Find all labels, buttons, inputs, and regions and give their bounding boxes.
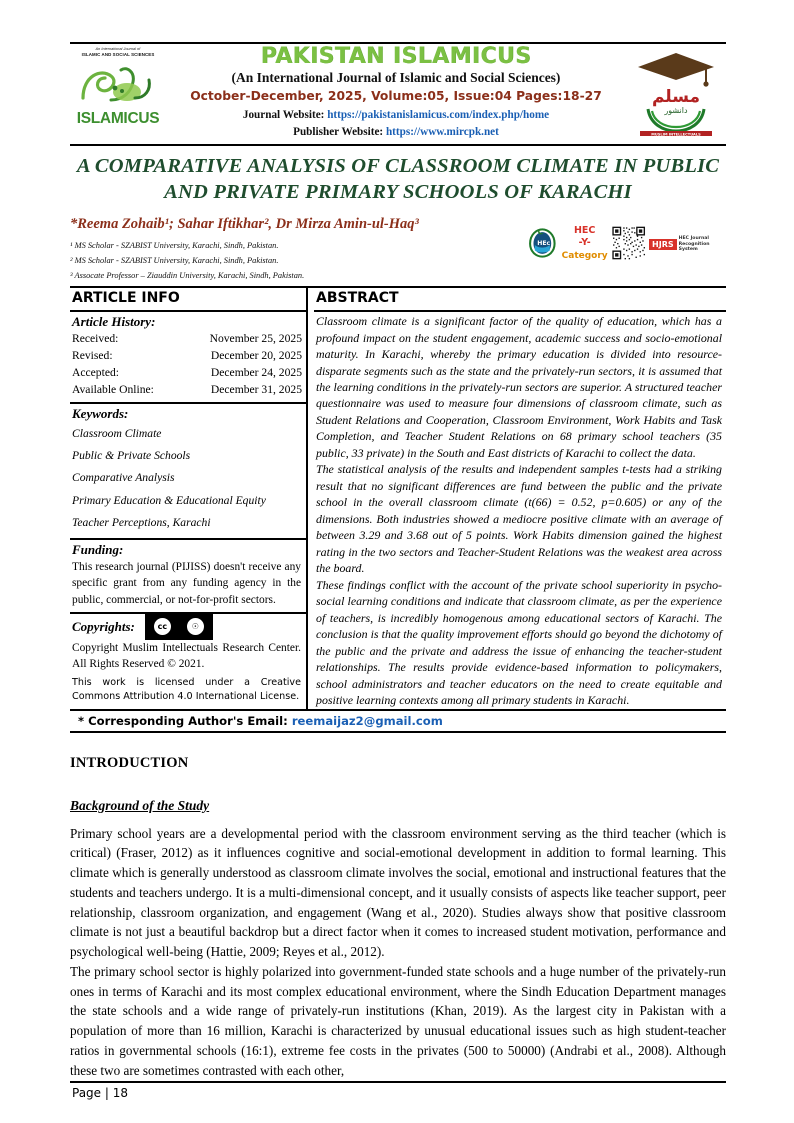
corresponding-author-bar: [70, 711, 726, 733]
history-value: December 24, 2025: [210, 365, 302, 379]
journal-masthead: [70, 42, 726, 142]
publisher-website-line: [166, 124, 626, 140]
page-content: [70, 42, 726, 1080]
history-row: [72, 348, 302, 365]
publisher-website-label: Publisher Website:: [293, 125, 384, 138]
subsection-heading-background: Background of the Study: [70, 797, 210, 813]
abstract-paragraph: Classroom climate is a significant factor of the quality of education, which has a profound impact on the student engagement, academic success and socio-emotional maturity. In Karachi, whereby the primary education is divided into resource-disparate segments such as the state and the privately-run sectors, it is assumed that the learning conditions in the privately-run sectors are superior. A structured teacher questionnaire was used to measure four dimensions of classroom climate, such as Student Relations and Cooperation, Classroom Environment, Work Habits and Task Completion, and Teacher Student Relations on 68 primary school teachers (35 public, 33 private) in the South and East districts of Karachi to collect the data.: [316, 314, 722, 460]
copyrights-heading: Copyrights:: [72, 619, 135, 635]
copyrights-header-row: [70, 614, 306, 640]
corresponding-author-email[interactable]: reemaijaz2@gmail.com: [291, 713, 443, 728]
abstract-column: [308, 288, 726, 709]
hjrs-caption: HEC Journal Recognition System: [678, 236, 710, 253]
masthead-center: [166, 44, 626, 142]
publisher-logo: [626, 44, 726, 142]
cc-by-person-icon: ☉: [185, 616, 206, 637]
keyword-item: Public & Private Schools: [72, 449, 191, 462]
history-label: Available Online:: [72, 382, 154, 396]
hec-logo-icon: [526, 220, 559, 266]
funding-text: This research journal (PIJISS) doesn't receive any specific grant from any funding agency in the public, commercial, or not-for-profit sectors.: [72, 561, 301, 606]
history-value: December 20, 2025: [210, 348, 302, 362]
page-number: Page | 18: [72, 1086, 128, 1100]
history-row: [72, 382, 302, 399]
history-label: Revised:: [72, 348, 113, 362]
journal-title: PAKISTAN ISLAMICUS: [260, 44, 532, 69]
journal-website-link[interactable]: https://pakistanislamicus.com/index.php/home: [327, 109, 550, 122]
mirc-emblem-icon: [628, 47, 724, 139]
hec-category-text: [562, 225, 608, 263]
body-paragraph: The primary school sector is highly polarized into government-funded state schools and a huge number of the privately-run ones in terms of Karachi and its most complex educational environment, where the Sindh Education Department manages the state schools and a wide range of privately-run institutions (Khan, 2019). As the largest city in Pakistan with a population of more than 16 million, Karachi is characterized by unusual educational issues such as high student-teacher ratios in governmental schools (16:1), extreme fee costs in the privates (500 to 50000) (Andrabi et al., 2008). Although these two are sometimes contrasted with each other,: [70, 963, 726, 1078]
keyword-item: Primary Education & Educational Equity: [72, 493, 266, 507]
publisher-website-link[interactable]: https://www.mircpk.net: [385, 125, 499, 138]
keywords-list: [70, 423, 306, 538]
hec-line-1: HEC: [573, 224, 596, 236]
svg-text:MUSLIM INTELLECTUALS: MUSLIM INTELLECTUALS: [651, 132, 701, 137]
history-label: Accepted:: [72, 365, 119, 379]
keywords-heading: Keywords:: [72, 405, 129, 421]
article-info-abstract-table: [70, 286, 726, 711]
article-info-column: [70, 288, 308, 709]
journal-subtitle: (An International Journal of Islamic and Social Sciences): [231, 70, 561, 86]
copyright-text: Copyright Muslim Intellectuals Research Center. All Rights Reserved © 2021.: [72, 641, 301, 671]
islamicus-caption-small: An International Journal of: [95, 47, 141, 51]
history-value: November 25, 2025: [209, 332, 302, 346]
keyword-item: Classroom Climate: [72, 426, 162, 440]
journal-website-label: Journal Website:: [242, 109, 325, 122]
svg-text:دانشور: دانشور: [664, 106, 688, 115]
history-row: [72, 331, 302, 348]
footer-divider: [70, 1081, 726, 1083]
islamicus-calligraphy-icon: [75, 58, 161, 110]
affiliation-1: ¹ MS Scholar - SZABIST University, Karachi, Sindh, Pakistan.: [70, 241, 279, 251]
history-label: Received:: [72, 332, 119, 346]
recognition-badges: [526, 207, 726, 273]
hjrs-badge: [649, 236, 726, 253]
abstract-paragraph: These findings conflict with the account of the private school superiority in psycho-social learning conditions and indicate that classroom climate, as per the experience of teachers, is incredibly homogenous among educational sectors of Karachi. The conclusion is that the quality improvement efforts should go beyond the dichotomy of the public and the private and address the issue of enhancing the teacher-student relationships. The results provide evidence-based information to policymakers, school administrators and teacher educators on the need to create equitable and positive learning contexts among all primary students in Karachi.: [316, 577, 722, 708]
hec-line-2: -Y-: [578, 237, 591, 249]
keyword-item: Comparative Analysis: [72, 471, 175, 485]
abstract-body: [314, 312, 726, 709]
hec-line-3: Category: [561, 251, 608, 262]
body-paragraph: Primary school years are a developmental period with the classroom environment serving as the third teacher (which is critical) (Fraser, 2012) as it influences cognitive and social-emotional development in addition to formal learning. This climate which is generally understood as classroom climate involves the social, emotional and instructional features that the students and teachers undergo. It is a multi-dimensional concept, and it usually consists of aspects like teacher support, peer relationship, classroom organization, and engagement (Wang et al., 2020). Studies always show that positive classroom climate is not just a beautiful backdrop but a direct factor when it comes to increased student motivation, performance and psychological well-being (Hattie, 2009; Reyes et al., 2012).: [70, 825, 726, 960]
authors-column: [70, 207, 526, 284]
islamicus-logo-caption: [82, 46, 155, 57]
qr-code-icon[interactable]: [611, 217, 646, 269]
section-heading-introduction: INTRODUCTION: [70, 754, 189, 771]
history-value: December 31, 2025: [210, 382, 302, 396]
funding-heading: Funding:: [72, 542, 124, 557]
islamicus-logo: [70, 44, 166, 142]
svg-text:HEc: HEc: [537, 240, 551, 248]
keyword-item: Teacher Perceptions, Karachi: [72, 515, 211, 529]
authors-and-badges: [70, 207, 726, 284]
article-history-heading: Article History:: [72, 314, 156, 330]
islamicus-caption-main: ISLAMIC AND SOCIAL SCIENCES: [81, 51, 155, 57]
author-list: *Reema Zohaib¹; Sahar Iftikhar², Dr Mirza Amin-ul-Haq³: [70, 216, 419, 233]
journal-website-line: [166, 107, 626, 123]
cc-circle-icon: cc: [152, 616, 173, 637]
license-text: This work is licensed under a Creative Commons Attribution 4.0 International License.: [72, 677, 301, 702]
article-info-heading: ARTICLE INFO: [70, 288, 306, 312]
hjrs-tag: HJRS: [649, 239, 677, 250]
affiliation-2: ² MS Scholar - SZABIST University, Karachi, Sindh, Pakistan.: [70, 256, 279, 266]
affiliation-3: ³ Assocate Professor – Ziauddin University, Karachi, Sindh, Pakistan.: [70, 271, 305, 281]
corresponding-author-label: * Corresponding Author's Email:: [78, 713, 288, 728]
svg-text:مسلم: مسلم: [651, 87, 701, 107]
abstract-paragraph: The statistical analysis of the results and independent samples t-tests had a striking result that no significant differences are fund between the public and the private school in the overall classroom climate (t(66) = 0.52, p=0.605) or any of the dimensions. Both industries showed a mediocre positive climate with an average of between 3.29 and 3.68 out of 5 points. Work Habits dimension gained the highest rating in the two sectors and Teacher-Student Relations was the weakest area across the board.: [316, 462, 722, 576]
creative-commons-icon: [145, 614, 213, 640]
islamicus-wordmark: ISLAMICUS: [76, 110, 160, 127]
history-row: [72, 365, 302, 382]
article-history-list: [70, 331, 306, 402]
journal-issue-line: October-December, 2025, Volume:05, Issue:04 Pages:18-27: [190, 89, 602, 104]
abstract-heading: ABSTRACT: [314, 288, 726, 312]
page-title: A COMPARATIVE ANALYSIS OF CLASSROOM CLIMATE IN PUBLIC AND PRIVATE PRIMARY SCHOOLS OF KARACHI: [76, 155, 720, 204]
title-divider: [70, 144, 726, 146]
